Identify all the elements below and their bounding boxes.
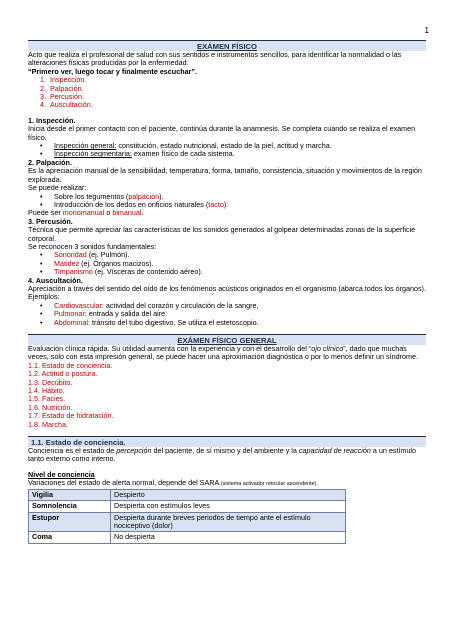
table-cell-key: Vigilia bbox=[29, 489, 111, 500]
general-item: 1.8. Marcha. bbox=[28, 419, 68, 429]
table-cell-key: Estupor bbox=[29, 512, 111, 532]
list-item: • Pulmonar: entrada y salida del aire. bbox=[52, 310, 426, 318]
list-item: • Cardiovascular: actividad del corazón y circulación de la sangre, bbox=[52, 302, 426, 310]
general-item: 1.3. Decúbito. bbox=[28, 377, 73, 387]
table-cell-value: No despierta bbox=[111, 532, 346, 543]
percusion-text: Técnica que permite apreciar las características de los sonidos generados al golpear determinadas zonas de la superficie corporal. bbox=[28, 225, 416, 243]
step-item: 3. Percusión. bbox=[48, 93, 426, 101]
palpacion-modes: Puede ser monomanual o bimanual. bbox=[28, 208, 144, 218]
step-item: 2. Palpación. bbox=[48, 85, 426, 93]
palpacion-heading: 2. Palpación. bbox=[28, 157, 72, 167]
page-number: 1 bbox=[424, 26, 429, 35]
general-item: 1.2. Actitud o postura. bbox=[28, 369, 98, 379]
section-title-examen-fisico: EXÁMEN FÍSICO bbox=[28, 40, 426, 51]
palpacion-text: Es la apreciación manual de la sensibilidad, temperatura, forma, tamaño, consistencia, situación y movimientos de la región explorada. bbox=[28, 166, 422, 184]
auscultacion-list bbox=[28, 302, 426, 327]
list-item: • Timpanismo (ej. Vísceras de contenido aéreo). bbox=[52, 268, 426, 276]
general-item: 1.6. Nutrición. bbox=[28, 402, 73, 412]
auscultacion-heading: 4. Auscultación. bbox=[28, 275, 83, 285]
section-title-conciencia: 1.1. Estado de conciencia. bbox=[28, 436, 426, 447]
general-item: 1.4. Hábito. bbox=[28, 386, 65, 396]
table-row bbox=[29, 501, 346, 512]
conciencia-text: Conciencia es el estado de percepción del paciente, de sí mismo y del ambiente y la capacidad de reacción a un estímulo tanto externo como interno. bbox=[28, 446, 416, 464]
conciencia-table bbox=[28, 489, 346, 544]
general-text: Evaluación clínica rápida. Su utilidad aumenta con la experiencia y con el desarrollo del “ojo clínico”, dado que muchas veces, solo con esta impresión general, se puede hacer una aproximación diagnóstica o por lo menos definir un síndrome. bbox=[28, 344, 418, 362]
list-item: • Sonoridad (ej. Pulmón). bbox=[52, 251, 426, 259]
list-item: • Inspección segmentaria: examen físico de cada sistema. bbox=[52, 150, 426, 158]
list-item: • Sobre los tegumentos (palpación). bbox=[52, 193, 426, 201]
inspeccion-text: Inicia desde el primer contacto con el paciente, continúa durante la anamnesis. Se completa cuando se realiza el examen físico. bbox=[28, 124, 416, 142]
quote-line: “Primero ver, luego tocar y finalmente escuchar”. bbox=[28, 66, 197, 76]
table-cell-value: Despierta durante breves periodos de tiempo ante el estímulo nociceptivo (dolor) bbox=[111, 512, 346, 532]
general-item: 1.5. Facies. bbox=[28, 394, 66, 404]
percusion-heading: 3. Percusión. bbox=[28, 216, 73, 226]
general-items bbox=[28, 362, 426, 429]
general-item: 1.1. Estado de conciencia. bbox=[28, 360, 113, 370]
section-title-examen-general: EXÁMEN FÍSICO GENERAL bbox=[28, 334, 426, 345]
palpacion-list bbox=[28, 193, 426, 210]
table-cell-value: Despierto bbox=[111, 489, 346, 500]
auscultacion-text: Apreciación a través del sentido del oído de los fenómenos acústicos originados en el organismo (abarca todos los órganos). Ejemplos: bbox=[28, 283, 426, 302]
list-item: • Matidez (ej. Órganos macizos). bbox=[52, 260, 426, 268]
step-item: 4. Auscultación. bbox=[48, 101, 426, 109]
intro-paragraph: Acto que realiza el profesional de salud con sus sentidos e instrumentos sencillos, para identificar la normalidad o las alteraciones físicas producidas por la enfermedad. bbox=[28, 50, 402, 68]
page-content bbox=[28, 40, 426, 544]
inspeccion-heading: 1. Inspección. bbox=[28, 115, 76, 125]
inspeccion-list bbox=[28, 142, 426, 159]
table-cell-value: Despierta con estímulos leves bbox=[111, 501, 346, 512]
percusion-recog: Se reconocen 3 sonidos fundamentales: bbox=[28, 241, 157, 251]
nivel-text: Variaciones del estado de alerta normal, depende del SARA (sistema activador reticular ascendente). bbox=[28, 478, 318, 488]
list-item: • Abdominal: tránsito del tubo digestivo. Se utiliza el estetoscopio. bbox=[52, 319, 426, 327]
table-cell-key: Coma bbox=[29, 532, 111, 543]
table-row bbox=[29, 532, 346, 543]
list-item: • Introducción de los dedos en orificios naturales (tacto). bbox=[52, 201, 426, 209]
percusion-list bbox=[28, 251, 426, 276]
table-cell-key: Somnolencia bbox=[29, 501, 111, 512]
step-item: 1. Inspección. bbox=[48, 76, 426, 84]
table-row bbox=[29, 512, 346, 532]
table-row bbox=[29, 489, 346, 500]
list-item: • Inspección general: constitución, estado nutricional, estado de la piel, actitud y marcha. bbox=[52, 142, 426, 150]
steps-list bbox=[28, 76, 426, 110]
palpacion-can: Se puede realizar: bbox=[28, 183, 87, 193]
nivel-heading: Nivel de conciencia bbox=[28, 469, 95, 479]
general-item: 1.7. Estado de hidratación. bbox=[28, 411, 114, 421]
